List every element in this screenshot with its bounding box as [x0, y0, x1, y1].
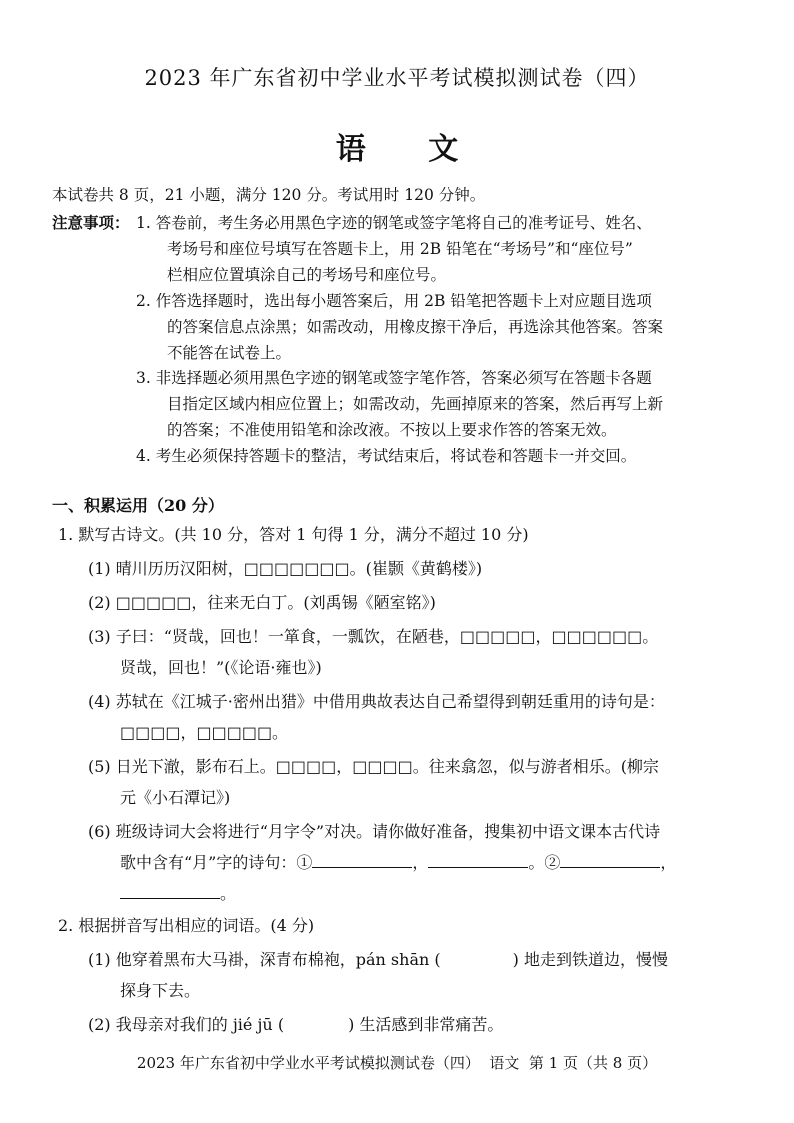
q1-item-1: (1) 晴川历历汉阳树，□□□□□□□。(崔颢《黄鹤楼》) [88, 559, 483, 578]
q1-item-6-text: 歌中含有“月”字的诗句：① [120, 853, 313, 872]
q1-item-4-line-2: □□□□，□□□□□。 [120, 723, 289, 742]
section-heading: 一、积累运用（20 分） [52, 496, 224, 515]
q2-item-2-text: (2) 我母亲对我们的 jié jū ( [88, 1015, 285, 1034]
q2-item-1-text: (1) 他穿着黑布大马褂，深青布棉袍，pán shān ( [88, 950, 441, 969]
q1-item-4-line-1: (4) 苏轼在《江城子·密州出猎》中借用典故表达自己希望得到朝廷重用的诗句是： [88, 692, 665, 711]
note-3-line-2: 目指定区域内相应位置上；如需改动，先画掉原来的答案，然后再写上新 [167, 395, 664, 413]
q1-item-6-line-2 [120, 850, 676, 873]
q1-item-5-line-1: (5) 日光下澈，影布石上。□□□□，□□□□。往来翕忽，似与游者相乐。(柳宗 [88, 757, 659, 776]
note-1-line-2: 考场号和座位号填写在答题卡上，用 2B 铅笔在“考场号”和“座位号” [167, 240, 633, 258]
answer-blank-1[interactable] [312, 851, 412, 868]
period-and-number: 。② [528, 853, 561, 872]
q1-item-6-line-1: (6) 班级诗词大会将进行“月字令”对决。请你做好准备，搜集初中语文课本古代诗 [88, 822, 661, 841]
q2-item-1-text-end: ) 地走到铁道边，慢慢 [512, 950, 668, 969]
notes-label: 注意事项： [52, 213, 130, 232]
note-2-line-2: 的答案信息点涂黑；如需改动，用橡皮擦干净后，再选涂其他答案。答案 [167, 318, 664, 336]
comma: ， [412, 853, 429, 872]
q2-item-2-text-end: ) 生活感到非常痛苦。 [348, 1015, 504, 1034]
q2-item-1-line-2: 探身下去。 [120, 981, 201, 1000]
answer-blank-2[interactable] [428, 851, 528, 868]
q1-item-3-line-2: 贤哉，回也！”(《论语·雍也》) [120, 658, 322, 677]
comma: ， [660, 853, 677, 872]
note-1-line-3: 栏相应位置填涂自己的考场号和座位号。 [167, 266, 447, 284]
question-1-stem: 1. 默写古诗文。(共 10 分，答对 1 句得 1 分，满分不超过 10 分) [58, 525, 529, 544]
exam-intro: 本试卷共 8 页，21 小题，满分 120 分。考试用时 120 分钟。 [52, 186, 486, 204]
exam-title: 2023 年广东省初中学业水平考试模拟测试卷（四） [144, 66, 650, 90]
page-footer: 2023 年广东省初中学业水平考试模拟测试卷（四） 语文 第 1 页（共 8 页） [136, 1054, 658, 1072]
q2-item-1-line-1 [88, 947, 668, 970]
q1-item-6-line-3 [120, 881, 236, 904]
answer-blank-4[interactable] [120, 882, 220, 899]
note-2-line-1: 2. 作答选择题时，选出每小题答案后，用 2B 铅笔把答题卡上对应题目选项 [136, 292, 652, 310]
question-2-stem: 2. 根据拼音写出相应的词语。(4 分) [58, 916, 315, 935]
q2-item-2 [88, 1012, 503, 1035]
note-3-line-3: 的答案；不准使用铅笔和涂改液。不按以上要求作答的答案无效。 [167, 421, 617, 439]
note-4-line-1: 4. 考生必须保持答题卡的整洁，考试结束后，将试卷和答题卡一并交回。 [136, 447, 637, 465]
note-3-line-1: 3. 非选择题必须用黑色字迹的钢笔或签字笔作答，答案必须写在答题卡各题 [136, 369, 652, 387]
period: 。 [220, 884, 237, 903]
q1-item-2: (2) □□□□□，往来无白丁。(刘禹锡《陋室铭》) [88, 593, 436, 612]
answer-blank-3[interactable] [560, 851, 660, 868]
note-2-line-3: 不能答在试卷上。 [167, 344, 292, 362]
subject-title: 语 文 [335, 132, 485, 167]
q1-item-3-line-1: (3) 子曰：“贤哉，回也！一箪食，一瓢饮，在陋巷，□□□□□，□□□□□□。 [88, 627, 659, 646]
note-1-line-1: 1. 答卷前，考生务必用黑色字迹的钢笔或签字笔将自己的准考证号、姓名、 [136, 214, 652, 232]
q1-item-5-line-2: 元《小石潭记》) [120, 788, 231, 807]
